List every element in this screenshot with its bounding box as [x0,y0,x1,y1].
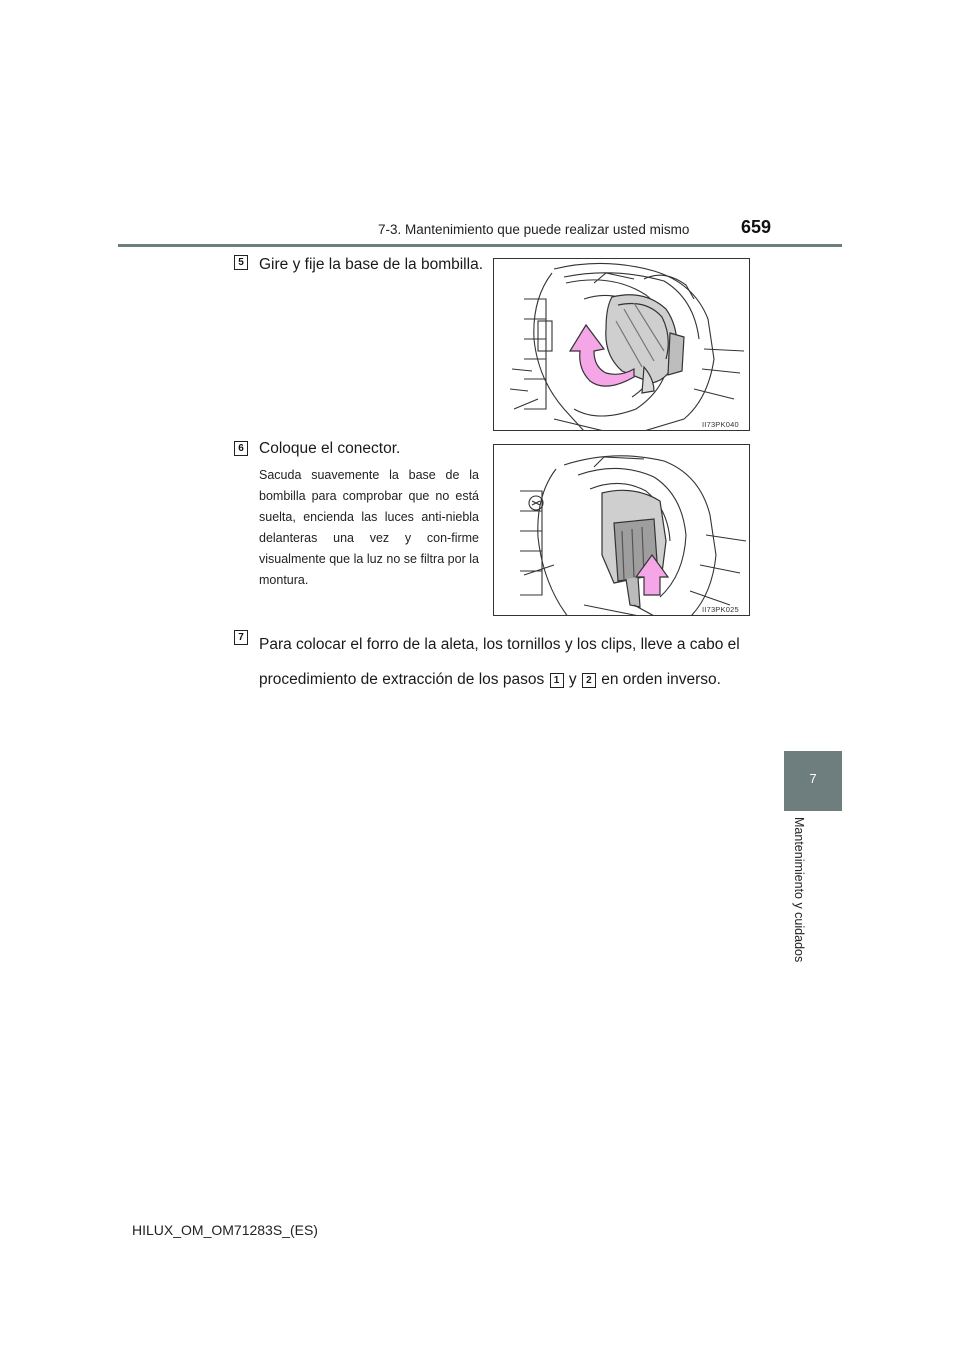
step-reference-badge[interactable]: 2 [582,673,596,688]
step-7-text [259,627,749,697]
step-number-badge: 7 [234,630,248,645]
document-id: HILUX_OM_OM71283S_(ES) [132,1222,318,1238]
chapter-number: 7 [809,771,817,786]
step-7-text-part1: Para colocar el forro de la aleta, los tornillos y los clips, lleve a cabo el procedimiento de extracción de los pasos [259,636,740,688]
section-title: 7-3. Mantenimiento que puede realizar usted mismo [378,222,690,237]
figure-code: II73PK025 [702,605,739,614]
step-5-text: Gire y fije la base de la bombilla. [259,256,484,273]
chapter-tab[interactable] [784,751,842,811]
connector-insert-illustration-icon [494,445,750,616]
chapter-title: Mantenimiento y cuidados [792,817,806,963]
step-number-badge: 5 [234,255,248,270]
page-number: 659 [741,217,772,237]
step-7-text-part2: y [568,671,577,688]
step-6-text: Coloque el conector. [259,440,401,457]
step-6-note: Sacuda suavemente la base de la bombilla para comprobar que no está suelta, encienda las luces anti-niebla delanteras una vez y con-firme visualmente que la luz no se filtra por la montura. [259,468,479,587]
figure-connector [493,444,750,616]
chapter-title-vertical [789,817,809,973]
figure-code: II73PK040 [702,420,739,429]
step-number-badge: 6 [234,441,248,456]
figure-bulb-rotate [493,258,750,431]
step-reference-badge[interactable]: 1 [550,673,564,688]
bulb-rotate-illustration-icon [494,259,750,431]
header-divider [118,244,842,247]
step-7-text-part3: en orden inverso. [601,671,721,688]
